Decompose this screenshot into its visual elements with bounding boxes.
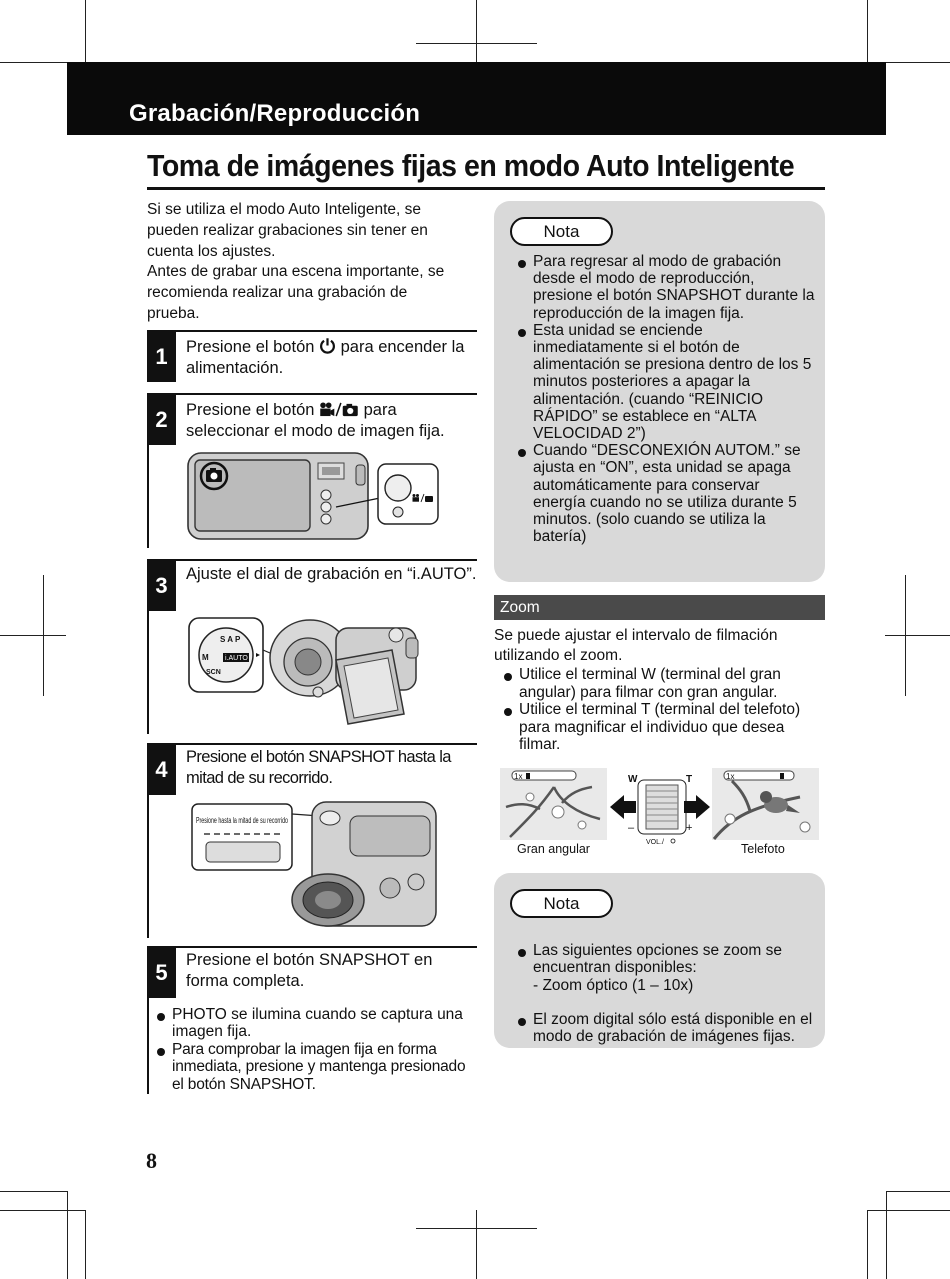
step-rail (147, 440, 149, 548)
step-3-text: Ajuste el dial de grabación en “i.AUTO”. (186, 565, 477, 583)
note-box (494, 201, 825, 582)
tele-zoom-indicator: 1x (726, 772, 735, 781)
step-text-part: para seleccionar el modo de imagen fija. (186, 401, 445, 440)
crop-mark (867, 1210, 950, 1211)
wide-caption: Gran angular (517, 842, 590, 856)
svg-text:SCN: SCN (206, 669, 221, 676)
svg-text:M: M (202, 653, 209, 662)
note-list (516, 925, 816, 1063)
svg-text:S A P: S A P (220, 635, 241, 644)
intro-line: Si se utiliza el modo Auto Inteligente, se (147, 201, 421, 218)
zoom-list (502, 666, 827, 754)
crop-mark (867, 0, 868, 62)
list-item: Utilice el terminal T (terminal del telefoto) para magnificar el individuo que desea filmar. (502, 701, 827, 754)
crop-mark (0, 635, 66, 636)
note-list (516, 253, 816, 545)
zoom-intro: Se puede ajustar el intervalo de filmación utilizando el zoom. (494, 627, 778, 664)
crop-mark (886, 62, 950, 63)
crop-mark (886, 1191, 887, 1279)
section-banner-title: Grabación/Reproducción (129, 100, 421, 127)
step-divider (147, 743, 477, 745)
crop-mark (476, 1210, 477, 1279)
dial-auto-label: i.AUTO (225, 655, 248, 662)
crop-mark (416, 43, 537, 44)
video-photo-icon (319, 402, 359, 417)
list-item: Las siguientes opciones se zoom se encuentran disponibles: - Zoom óptico (1 – 10x) (516, 942, 816, 994)
tele-caption: Telefoto (741, 842, 785, 856)
step-rail (147, 606, 149, 734)
half-press-label: Presione hasta la mitad de su recorrido (196, 816, 289, 825)
step-divider (147, 393, 477, 395)
step-4-text: Presione el botón SNAPSHOT hasta la mitad de su recorrido. (186, 748, 451, 787)
step-number: 5 (147, 948, 176, 998)
list-item: Para comprobar la imagen fija en forma inmediata, presione y mantenga presionado el botón SNAPSHOT. (155, 1041, 470, 1093)
note-label: Nota (510, 889, 613, 918)
crop-mark (885, 635, 950, 636)
lever-w-label: W (628, 774, 638, 785)
snapshot-button-figure (190, 790, 440, 930)
crop-mark (886, 1191, 950, 1192)
step-5-bullets (155, 1006, 470, 1093)
intro-line: prueba. (147, 304, 200, 322)
note-box (494, 873, 825, 1048)
section-banner (67, 62, 886, 135)
list-item: El zoom digital sólo está disponible en el modo de grabación de imágenes fijas. (516, 1011, 816, 1045)
crop-mark (0, 1191, 67, 1192)
step-5-text: Presione el botón SNAPSHOT en forma completa. (186, 951, 433, 990)
lever-vol-label: VOL./ (646, 839, 664, 846)
intro-line: recomienda realizar una grabación de (147, 284, 408, 302)
list-item: Para regresar al modo de grabación desde el modo de reproducción, presione el botón SNAPSHOT durante la reproducción de la imagen fija. (516, 253, 816, 322)
intro-line: cuenta los ajustes. (147, 242, 276, 260)
step-number: 2 (147, 395, 176, 445)
lever-plus: + (686, 822, 693, 834)
step-divider (147, 946, 477, 948)
page-title: Toma de imágenes fijas en modo Auto Inteligente (147, 148, 795, 183)
step-2-text (186, 400, 478, 442)
wide-zoom-indicator: 1x (514, 772, 523, 781)
crop-mark (85, 1210, 86, 1279)
note-label: Nota (510, 217, 613, 246)
step-number: 3 (147, 561, 176, 611)
crop-mark (67, 1191, 68, 1279)
zoom-figure (500, 767, 820, 847)
step-text-part: para encender la alimentación. (186, 338, 465, 377)
page-number: 8 (146, 1148, 157, 1173)
step-text-part: Presione el botón (186, 338, 320, 356)
intro-line: Antes de grabar una escena importante, se (147, 263, 445, 281)
crop-mark (476, 0, 477, 62)
intro-paragraph (147, 200, 477, 325)
step-number: 4 (147, 745, 176, 795)
step-divider (147, 559, 477, 561)
intro-line: pueden realizar grabaciones sin tener en (147, 221, 428, 239)
list-item: Utilice el terminal W (terminal del gran angular) para filmar con gran angular. (502, 666, 827, 701)
step-rail (147, 994, 149, 1094)
zoom-heading: Zoom (494, 595, 825, 620)
step-divider (147, 330, 477, 332)
step-rail (147, 790, 149, 938)
mode-dial-figure (186, 610, 442, 728)
crop-mark (85, 0, 86, 62)
camera-screen-figure (186, 450, 440, 542)
lever-minus: – (628, 822, 635, 834)
crop-mark (0, 62, 67, 63)
crop-mark (0, 1210, 85, 1211)
power-icon (319, 337, 336, 354)
step-number: 1 (147, 332, 176, 382)
lever-t-label: T (686, 774, 693, 785)
crop-mark (867, 1210, 868, 1279)
list-item: Cuando “DESCONEXIÓN AUTOM.” se ajusta en “ON”, esta unidad se apaga automáticamente para conservar energía cuando no se utiliza durante 5 minutos. (solo cuando se utiliza la batería) (516, 442, 816, 545)
list-item: Esta unidad se enciende inmediatamente si el botón de alimentación se presiona dentro de los 5 minutos posteriores a apagar la alimentación. (cuando “REINICIO RÁPIDO” se establece en “ALTA VELOCIDAD 2”) (516, 322, 816, 442)
step-1-text (186, 337, 478, 379)
list-item: PHOTO se ilumina cuando se captura una imagen fija. (155, 1006, 470, 1041)
step-text-part: Presione el botón (186, 401, 320, 419)
title-rule (147, 187, 825, 190)
